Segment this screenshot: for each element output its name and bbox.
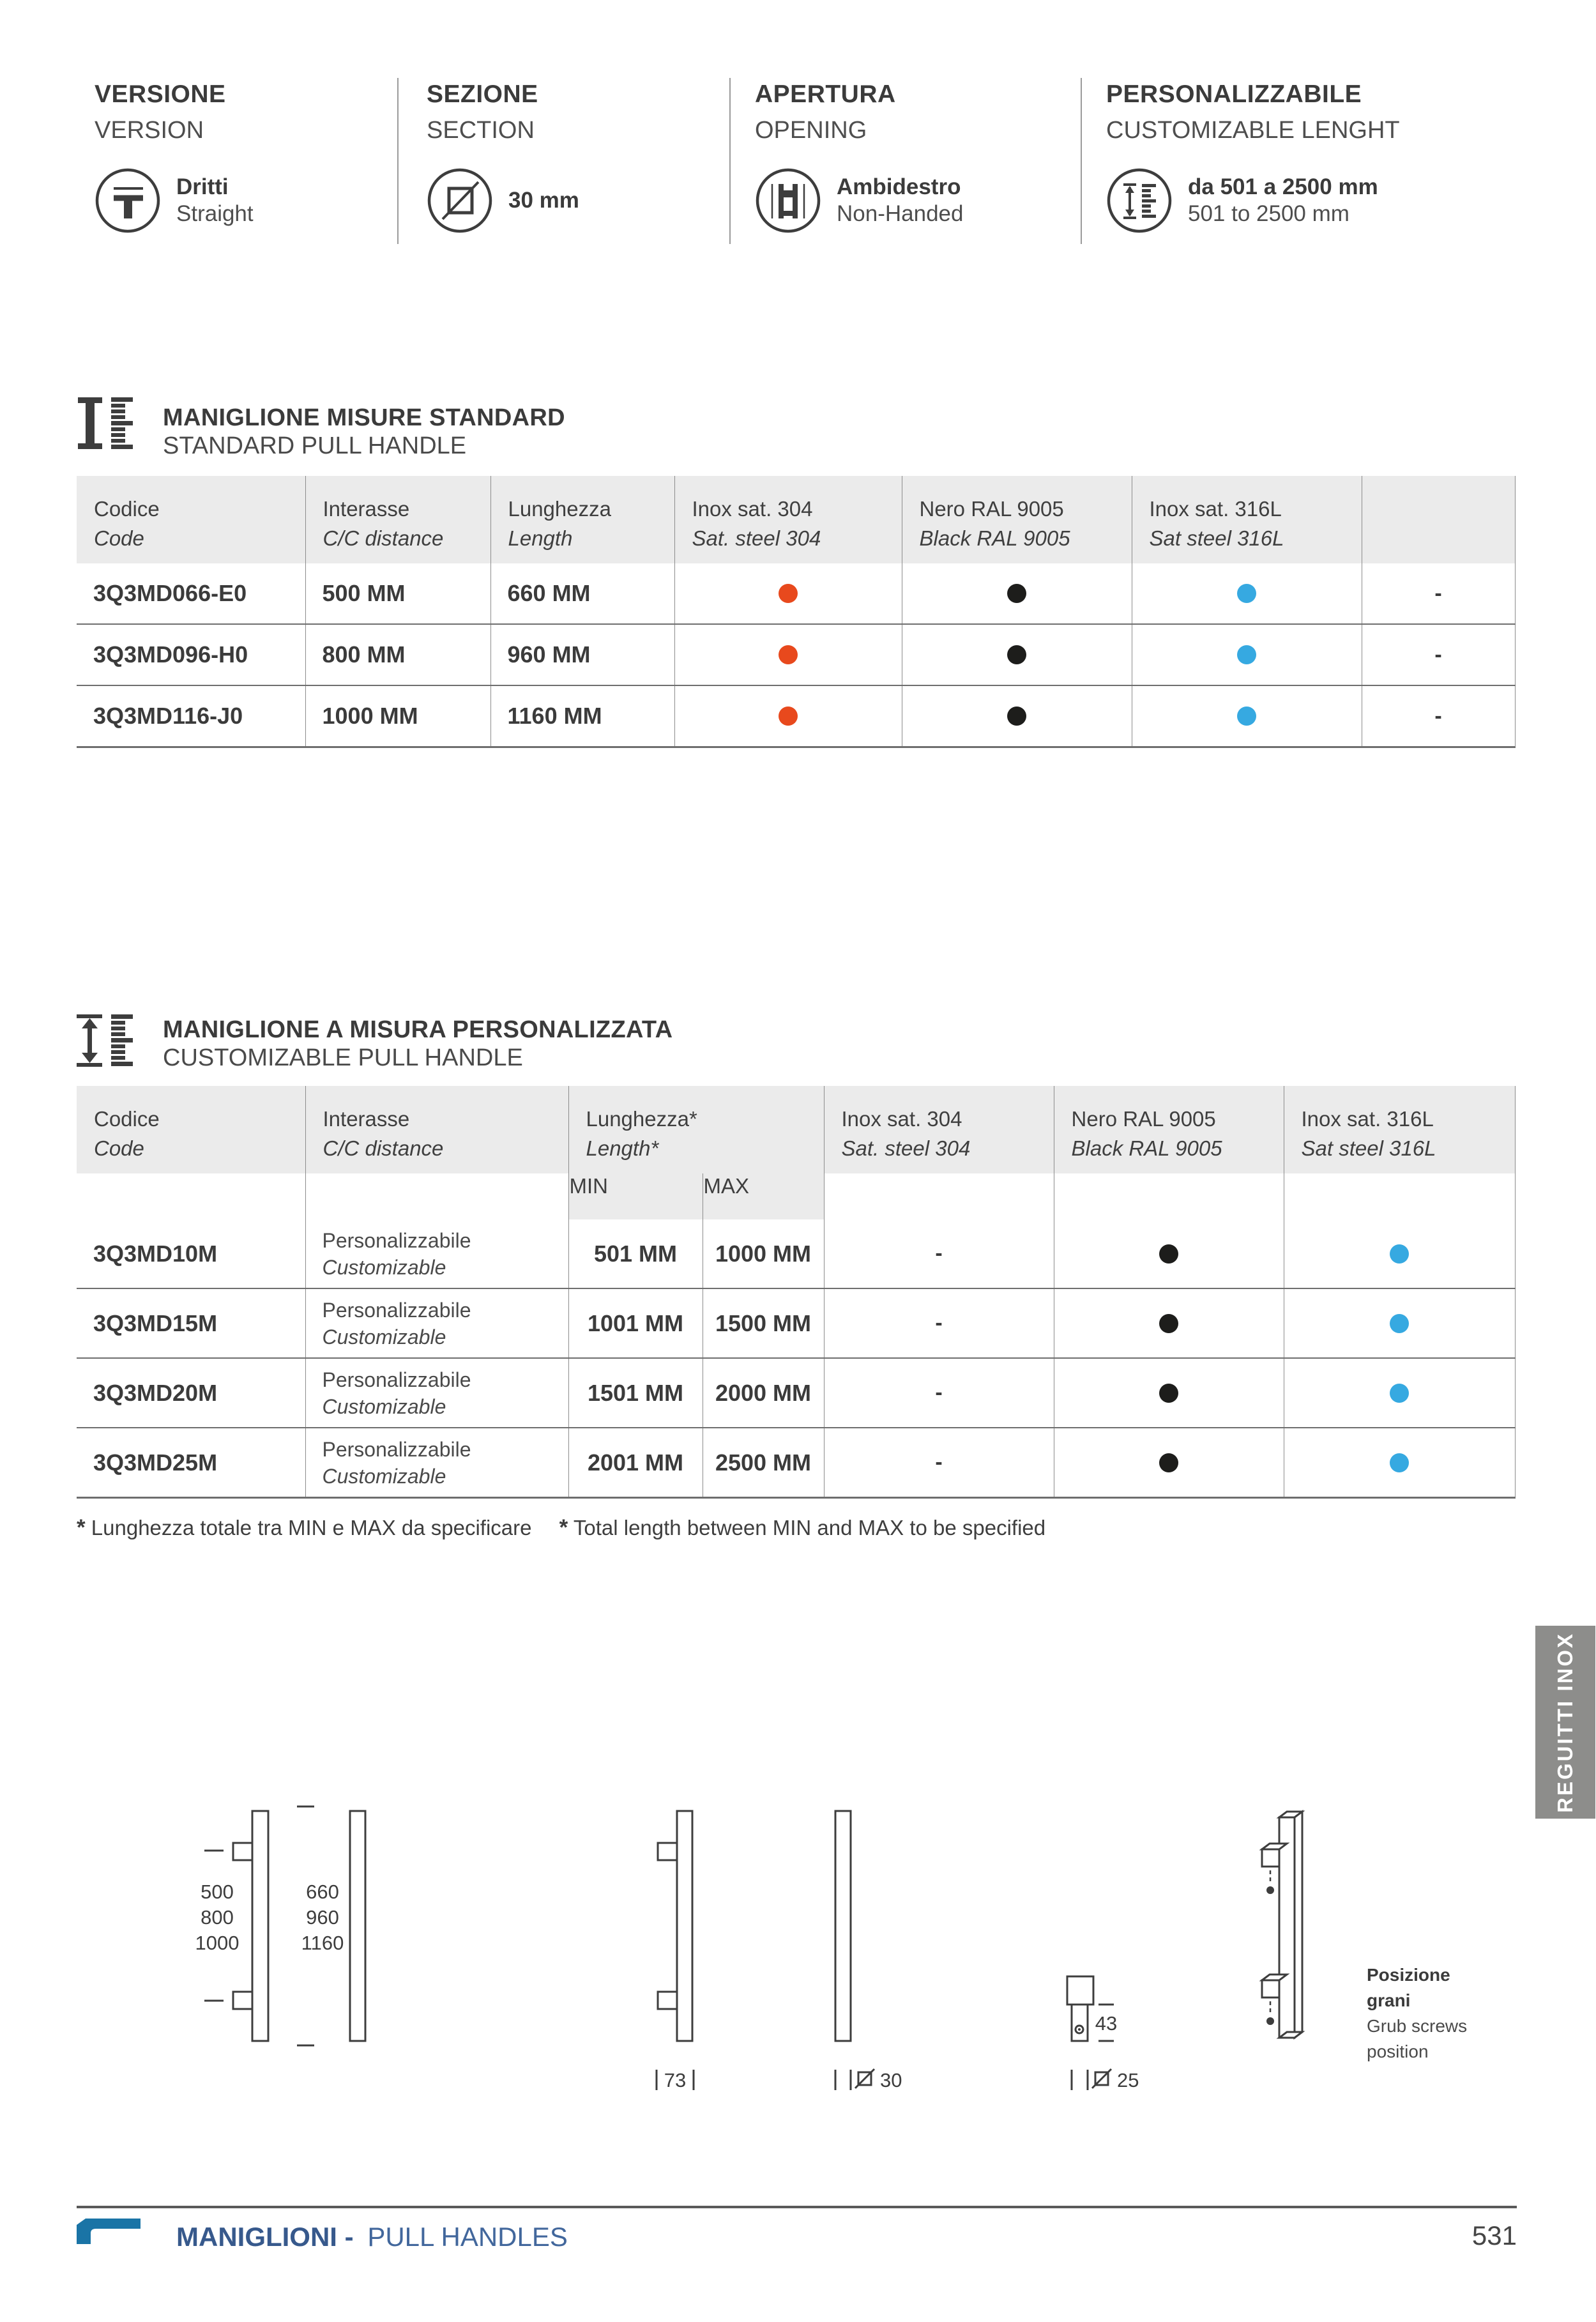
finish-cell (1284, 1428, 1515, 1498)
product-code: 3Q3MD10M (77, 1219, 305, 1288)
not-available-cell: - (824, 1288, 1054, 1358)
svg-text:1160: 1160 (301, 1932, 344, 1954)
max-label: MAX (703, 1173, 824, 1219)
col-header-inox-304: Inox sat. 304 Sat. steel 304 (674, 476, 902, 563)
front-view-cc-drawing (195, 1811, 268, 2041)
min-label: MIN (568, 1173, 703, 1219)
inox-316l-dot (1237, 707, 1256, 726)
standard-pull-handle-table (77, 476, 1516, 748)
finish-cell (1284, 1358, 1515, 1428)
finish-cell (674, 685, 902, 747)
finish-cell (1132, 563, 1362, 624)
spacer-cell (305, 1173, 568, 1219)
feature-subtitle: CUSTOMIZABLE LENGHT (1106, 117, 1400, 144)
max-length: 2000 MM (703, 1358, 824, 1428)
divider (397, 78, 399, 244)
svg-text:800: 800 (201, 1906, 234, 1929)
divider (1081, 78, 1082, 244)
product-code: 3Q3MD15M (77, 1288, 305, 1358)
min-length: 2001 MM (568, 1428, 703, 1498)
feature-value-en: Straight (176, 201, 254, 226)
finish-cell (1054, 1358, 1284, 1428)
cc-distance: Personalizzabile Customizable (305, 1288, 568, 1358)
table-row (77, 624, 1515, 685)
square-section-icon (427, 167, 493, 234)
finish-cell (1054, 1219, 1284, 1288)
table-row (77, 1428, 1515, 1498)
feature-title: VERSIONE (95, 80, 226, 108)
finish-cell (1132, 624, 1362, 685)
section-title: MANIGLIONE A MISURA PERSONALIZZATA (163, 1016, 673, 1043)
finish-cell (1284, 1288, 1515, 1358)
brand-logo-icon (77, 2219, 141, 2244)
page-number: 531 (1471, 2220, 1517, 2250)
inox-316l-dot (1237, 645, 1256, 664)
inox-316l-dot (1390, 1244, 1409, 1264)
asterisk: * (77, 1515, 86, 1540)
technical-drawings (179, 1789, 1322, 2146)
cc-distance: 500 MM (305, 563, 490, 624)
feature-value: Ambidestro (837, 174, 961, 199)
bar-section-drawing (835, 1811, 902, 2091)
inox-316l-dot (1237, 584, 1256, 603)
svg-text:960: 960 (306, 1906, 339, 1929)
custom-length-icon (1106, 167, 1173, 234)
svg-text:73: 73 (664, 2069, 687, 2091)
feature-title: PERSONALIZZABILE (1106, 80, 1362, 108)
feature-value: Dritti (176, 174, 229, 199)
feature-customizable (1106, 80, 1400, 234)
finish-cell (674, 624, 902, 685)
length: 1160 MM (490, 685, 674, 747)
spacer-cell (1054, 1173, 1284, 1219)
finish-cell (674, 563, 902, 624)
note-it: Posizione grani (1367, 1965, 1450, 2010)
not-available-cell: - (824, 1219, 1054, 1288)
black-ral9005-dot (1007, 707, 1026, 726)
spacer-cell (77, 1173, 305, 1219)
table-row (77, 1358, 1515, 1428)
grub-screws-note (1367, 1962, 1475, 2065)
col-header-inox-316l: Inox sat. 316L Sat steel 316L (1132, 476, 1362, 563)
col-header-code: Codice Code (77, 476, 305, 563)
col-header-inox-316l: Inox sat. 316L Sat steel 316L (1284, 1086, 1515, 1173)
length: 660 MM (490, 563, 674, 624)
customizable-pull-handle-table (77, 1086, 1516, 1499)
spacer-cell (824, 1173, 1054, 1219)
feature-title: APERTURA (755, 80, 896, 108)
col-header-black-ral9005: Nero RAL 9005 Black RAL 9005 (902, 476, 1132, 563)
svg-text:660: 660 (306, 1881, 339, 1903)
max-length: 1000 MM (703, 1219, 824, 1288)
feature-opening (755, 80, 963, 234)
svg-text:30: 30 (880, 2069, 902, 2091)
feature-value-en: Non-Handed (837, 201, 964, 226)
footnote-en: Total length between MIN and MAX to be specified (573, 1516, 1046, 1539)
black-ral9005-dot (1007, 645, 1026, 664)
grub-screw-dot (1266, 2017, 1274, 2025)
table-row (77, 563, 1515, 624)
inox-316l-dot (1390, 1453, 1409, 1472)
min-length: 1501 MM (568, 1358, 703, 1428)
max-length: 2500 MM (703, 1428, 824, 1498)
not-available-cell: - (1362, 563, 1515, 624)
max-length: 1500 MM (703, 1288, 824, 1358)
custom-section-heading (163, 1017, 673, 1071)
product-code: 3Q3MD20M (77, 1358, 305, 1428)
svg-text:25: 25 (1117, 2069, 1139, 2091)
finish-cell (1054, 1288, 1284, 1358)
ferrule-detail-drawing (1067, 1976, 1139, 2091)
min-length: 501 MM (568, 1219, 703, 1288)
black-ral9005-dot (1007, 584, 1026, 603)
section-subtitle: STANDARD PULL HANDLE (163, 432, 467, 459)
side-view-length-drawing (297, 1806, 365, 2045)
inox-316l-dot (1390, 1384, 1409, 1403)
handle-isometric-drawing (1262, 1812, 1302, 2038)
table-row (77, 685, 1515, 747)
finish-cell (902, 624, 1132, 685)
product-code: 3Q3MD116-J0 (77, 685, 305, 747)
standard-section-heading (163, 405, 565, 459)
inox-316l-dot (1390, 1314, 1409, 1333)
black-ral9005-dot (1159, 1453, 1178, 1472)
cc-distance: Personalizzabile Customizable (305, 1358, 568, 1428)
square-section-symbol (1092, 2069, 1111, 2088)
non-handed-opening-icon (755, 167, 821, 234)
table-row (77, 1288, 1515, 1358)
footnote-it: Lunghezza totale tra MIN e MAX da specificare (91, 1516, 532, 1539)
cc-distance: Personalizzabile Customizable (305, 1219, 568, 1288)
footer-title (176, 2222, 568, 2252)
feature-value: 30 mm (508, 188, 579, 213)
feature-subtitle: OPENING (755, 117, 867, 144)
footer-title-light: PULL HANDLES (367, 2222, 568, 2252)
feature-section (427, 80, 579, 234)
cc-distance: 1000 MM (305, 685, 490, 747)
length: 960 MM (490, 624, 674, 685)
section-subtitle: CUSTOMIZABLE PULL HANDLE (163, 1044, 523, 1071)
feature-subtitle: VERSION (95, 117, 204, 144)
min-length: 1001 MM (568, 1288, 703, 1358)
inox-304-dot (779, 645, 798, 664)
finish-cell (902, 563, 1132, 624)
straight-version-icon (95, 167, 161, 234)
square-section-symbol (855, 2069, 874, 2088)
cc-distance: 800 MM (305, 624, 490, 685)
col-header-empty (1362, 476, 1515, 563)
finish-cell (1054, 1428, 1284, 1498)
feature-value: da 501 a 2500 mm (1188, 174, 1378, 199)
black-ral9005-dot (1159, 1384, 1178, 1403)
standard-size-ruler-icon (75, 397, 134, 450)
footer-rule (77, 2206, 1517, 2208)
feature-subtitle: SECTION (427, 117, 535, 144)
col-header-code: Codice Code (77, 1086, 305, 1173)
finish-cell (1132, 685, 1362, 747)
inox-304-dot (779, 584, 798, 603)
footnote (77, 1515, 1045, 1541)
col-header-cc-distance: Interasse C/C distance (305, 1086, 568, 1173)
col-header-length: Lunghezza Length (490, 476, 674, 563)
spacer-cell (1284, 1173, 1515, 1219)
product-code: 3Q3MD066-E0 (77, 563, 305, 624)
inox-304-dot (779, 707, 798, 726)
finish-cell (1284, 1219, 1515, 1288)
asterisk: * (559, 1515, 568, 1540)
grub-screw-dot (1266, 1886, 1274, 1894)
svg-text:1000: 1000 (195, 1932, 239, 1954)
col-header-length: Lunghezza* Length* (568, 1086, 824, 1173)
product-code: 3Q3MD25M (77, 1428, 305, 1498)
feature-title: SEZIONE (427, 80, 538, 108)
not-available-cell: - (1362, 624, 1515, 685)
footer-title-bold: MANIGLIONI - (176, 2222, 354, 2252)
side-tab-label: REGUITTI INOX (1553, 1631, 1577, 1813)
table-row (77, 1219, 1515, 1288)
divider (729, 78, 731, 244)
front-view-width-drawing (657, 1811, 694, 2091)
col-header-cc-distance: Interasse C/C distance (305, 476, 490, 563)
note-en: Grub screws position (1367, 2016, 1468, 2061)
custom-size-ruler-icon (75, 1014, 134, 1067)
not-available-cell: - (1362, 685, 1515, 747)
cc-distance: Personalizzabile Customizable (305, 1428, 568, 1498)
black-ral9005-dot (1159, 1244, 1178, 1264)
svg-text:500: 500 (201, 1881, 234, 1903)
product-code: 3Q3MD096-H0 (77, 624, 305, 685)
col-header-black-ral9005: Nero RAL 9005 Black RAL 9005 (1054, 1086, 1284, 1173)
finish-cell (902, 685, 1132, 747)
side-tab-reguitti-inox (1535, 1626, 1595, 1819)
col-header-inox-304: Inox sat. 304 Sat. steel 304 (824, 1086, 1054, 1173)
not-available-cell: - (824, 1358, 1054, 1428)
feature-value-en: 501 to 2500 mm (1188, 201, 1349, 226)
svg-text:43: 43 (1095, 2012, 1118, 2035)
black-ral9005-dot (1159, 1314, 1178, 1333)
feature-version (95, 80, 254, 234)
section-title: MANIGLIONE MISURE STANDARD (163, 404, 565, 431)
not-available-cell: - (824, 1428, 1054, 1498)
